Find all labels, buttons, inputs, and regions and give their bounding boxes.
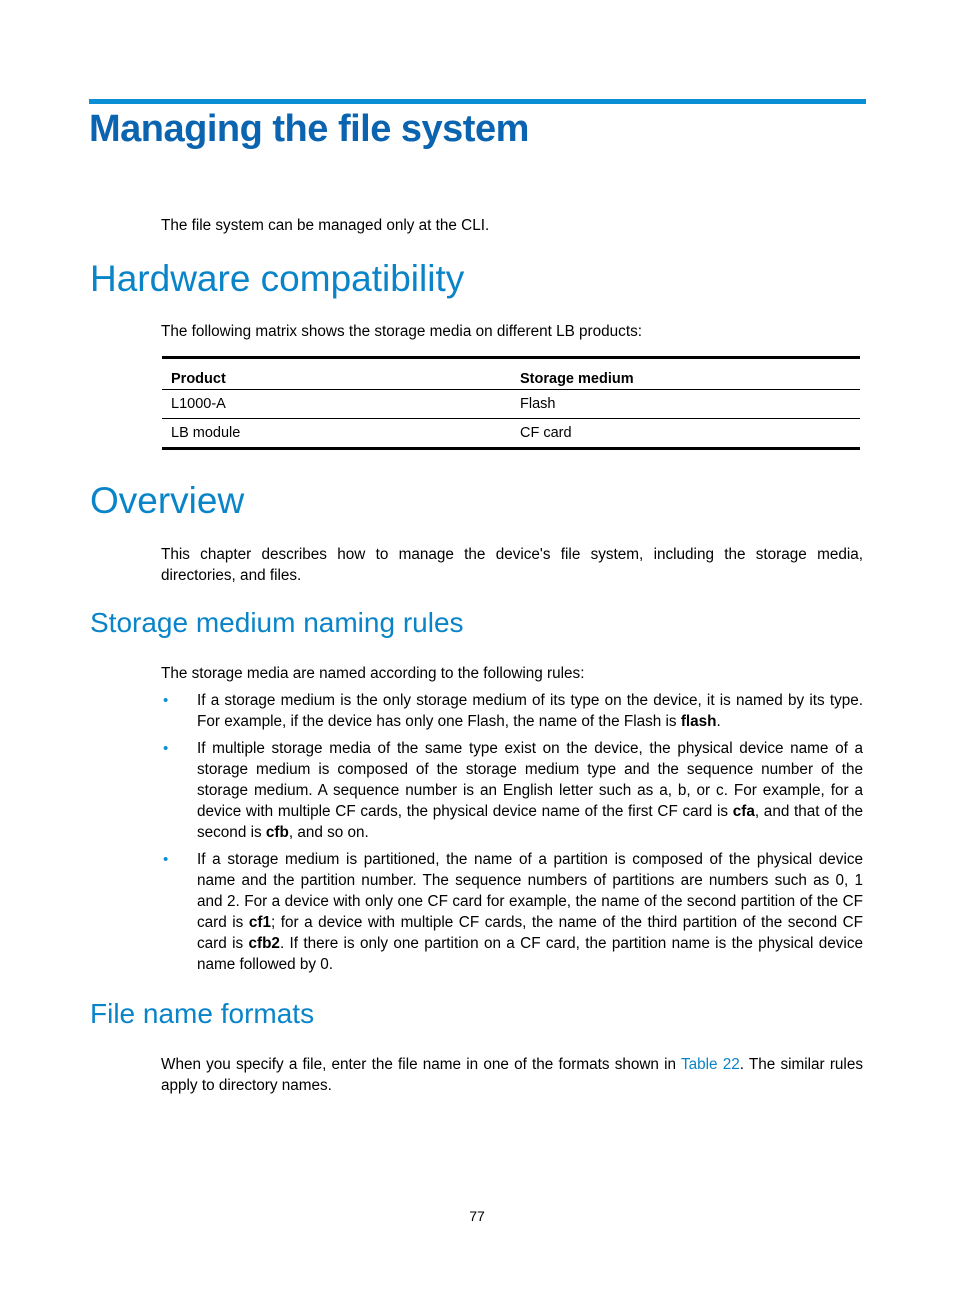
naming-lead: The storage media are named according to the following rules:: [161, 665, 585, 682]
table-row: [162, 390, 860, 419]
list-item: • If multiple storage media of the same type exist on the device, the physical device name of a storage medium is composed of the storage medium type and the sequence number of the storage medium. A sequence number is an English letter such as a, b, or c. For example, for a device with multiple CF cards, the physical device name of the first CF card is cfa, and that of the second is cfb, and so on.: [163, 740, 864, 841]
naming-rules-list: [161, 690, 863, 981]
bullet-icon: •: [163, 740, 169, 757]
table-cell: L1000-A: [162, 390, 511, 419]
formats-heading: File name formats: [90, 998, 315, 1029]
bullet-icon: •: [163, 692, 169, 709]
intro-text: The file system can be managed only at the CLI.: [161, 217, 490, 234]
table-cell: Flash: [511, 390, 860, 419]
table-row: [162, 419, 860, 449]
table-header-row: [162, 358, 860, 390]
chapter-title: Managing the file system: [89, 108, 529, 150]
table-cell: CF card: [511, 419, 860, 449]
bullet-icon: •: [163, 851, 169, 868]
list-item: • If a storage medium is partitioned, the name of a partition is composed of the physical device name and the partition number. The sequence numbers of partitions are numbers such as 0, 1 and 2. For a device with only one CF card for example, the name of the second partition of the CF card is cf1; for a device with multiple CF cards, the name of the third partition of the second CF card is cfb2. If there is only one partition on a CF card, the partition name is the physical device name followed by 0.: [163, 851, 863, 973]
hardware-heading: Hardware compatibility: [90, 258, 465, 299]
list-item: • If a storage medium is the only storage medium of its type on the device, it is named by its type. For example, if the device has only one Flash, the name of the Flash is flash.: [163, 692, 863, 730]
formats-text: When you specify a file, enter the file name in one of the formats shown in Table 22. The similar rules apply to directory names.: [161, 1056, 863, 1094]
hardware-lead: The following matrix shows the storage media on different LB products:: [161, 323, 642, 340]
table-header-product: Product: [171, 371, 226, 387]
storage-table: [162, 356, 860, 450]
page-number: 77: [469, 1208, 485, 1224]
naming-heading: Storage medium naming rules: [90, 607, 464, 638]
overview-text: This chapter describes how to manage the device's file system, including the storage media, directories, and files.: [161, 546, 863, 584]
table-22-link[interactable]: Table 22: [680, 1056, 740, 1073]
chapter-rule: [89, 99, 866, 104]
table-cell: LB module: [162, 419, 511, 449]
table-header-storage: Storage medium: [520, 371, 634, 387]
overview-heading: Overview: [90, 480, 245, 521]
